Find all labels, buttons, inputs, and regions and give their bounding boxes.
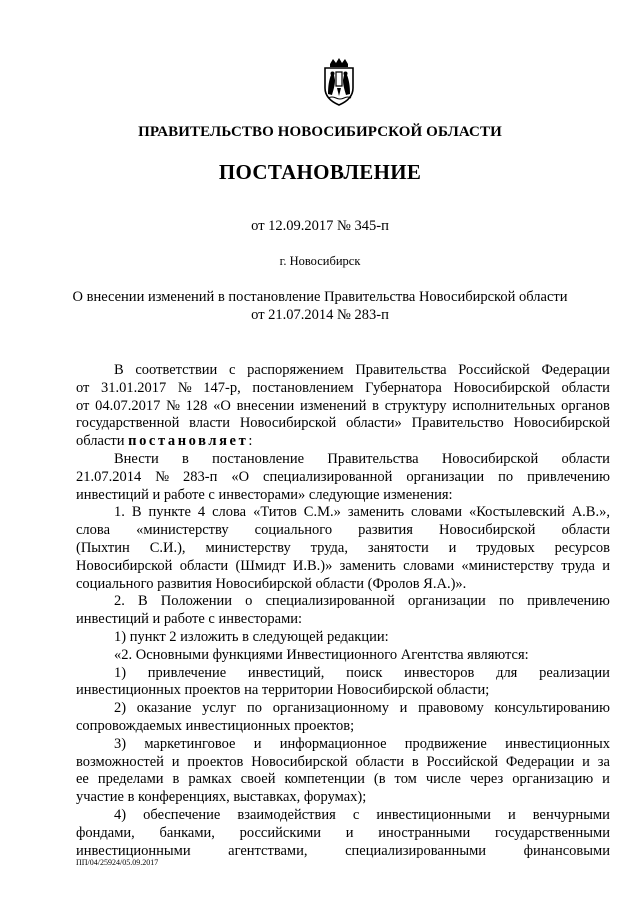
body-word: распоряжением [247,362,344,378]
body-word: развития [358,522,413,539]
body-word: банками, [159,824,215,841]
body-word: рамках [188,771,232,788]
decree-keyword: постановляет [128,433,249,450]
body-line: инвестиций и работе с инвесторами: [76,611,303,628]
document-registry-code: ПП/04/25924/05.09.2017 [76,858,159,867]
body-word: 283-п [183,468,218,485]
body-line [76,771,610,789]
body-word: и [507,806,516,823]
body-word: И.В.)» [292,557,333,574]
body-word: в [411,753,419,770]
body-word: занятости [367,539,429,556]
body-word: с [352,806,360,823]
body-word: Российской [458,362,530,378]
body-word: (в [373,771,386,788]
body-line [76,807,610,825]
body-word: изменений [300,397,367,414]
body-word: том [394,771,417,788]
body-word: своей [240,771,276,788]
body-line [76,504,610,522]
body-word: 4) [114,806,127,823]
body-word: организацию [512,771,594,788]
body-word: № [177,379,192,396]
body-word: труда [561,557,595,574]
body-word: «Костылевский [468,504,565,521]
body-word: заменить [339,557,396,574]
body-word: и [602,771,610,788]
body-word: 04.07.2017 [95,397,161,414]
body-word: слова [76,522,111,539]
body-word: 2) [114,700,127,717]
body-word: возможностей [76,753,164,770]
body-word: Российской [426,753,498,770]
body-word: консультированию [494,700,610,717]
body-word: 2. [114,593,125,610]
body-word: 147-р, [203,379,241,396]
body-word: (Шмидт [235,557,286,574]
body-line: участие в конференциях, выставках, форумах); [76,789,367,806]
body-line [76,825,610,843]
body-word: поиск [346,664,383,681]
body-word: (Пыхтин [76,539,130,556]
body-word: области [179,557,229,574]
subject-line: от 21.07.2014 № 283-п [251,307,389,323]
body-word: компетенции [284,771,365,788]
body-word: в [172,771,180,788]
body-word: информационное [279,735,387,752]
body-word: 3) [114,735,127,752]
body-word: с [229,362,236,378]
body-word: Новосибирской [76,557,173,574]
body-word: соответствии [135,362,218,378]
document-type: ПОСТАНОВЛЕНИЕ [218,160,422,184]
body-word: Внести [114,450,159,467]
body-word: Положении [160,593,232,610]
body-word: числе [425,771,461,788]
body-word: постановлением [252,379,354,396]
body-text-fragment: : [248,433,253,450]
body-word: Правительства [355,362,447,378]
body-line [76,558,610,576]
body-line [76,522,610,540]
body-word: 4 [197,504,206,521]
body-word: финансовыми [523,842,610,859]
body-line [76,469,610,487]
body-word: Новосибирской [513,415,610,432]
body-word: С.И.), [149,539,186,556]
body-word: заменить [347,504,405,521]
body-word: Правительство [411,415,504,432]
body-word: привлечению [527,593,610,610]
body-word: структуру [384,397,447,414]
coat-of-arms-icon [318,58,360,106]
body-word: органов [561,397,610,414]
body-word: постановление [212,450,305,467]
body-line [76,415,610,433]
body-word: и [448,539,457,556]
body-word: Федерации [505,753,575,770]
body-line: «2. Основными функциями Инвестиционного Агентства являются: [114,646,529,663]
body-word: исполнительных [452,397,556,414]
body-word: фондами, [76,824,135,841]
body-word: от [76,379,90,396]
body-word: труда, [310,539,348,556]
body-line [76,700,610,718]
body-word: 1. [114,504,125,521]
body-word: российскими [239,824,322,841]
body-word: области» [346,415,402,432]
body-line [76,754,610,772]
body-word: пределами [97,771,164,788]
body-word: Новосибирской [239,415,337,432]
body-word: обеспечение [143,806,221,823]
body-word: организации [406,468,485,485]
body-word: и [253,735,262,752]
body-word: проектов [187,753,244,770]
body-word: Федерации [541,362,610,378]
body-word: для [496,664,518,681]
body-word: инвестиционными [76,842,191,859]
body-word: С.М.» [303,504,341,521]
body-word: «О [213,397,231,414]
body-word: по [498,468,514,485]
body-word: «О [231,468,250,485]
body-word: агентствами, [228,842,308,859]
government-title: ПРАВИТЕЛЬСТВО НОВОСИБИРСКОЙ ОБЛАСТИ [138,124,502,140]
body-word: продвижение [404,735,487,752]
body-word: трудовых [476,539,535,556]
body-word: В [131,504,142,521]
body-word: 31.01.2017 [101,379,167,396]
body-word: министерству [205,539,291,556]
body-line: инвестиционных проектов на территории Новосибирской области; [76,682,490,699]
body-word: в [181,450,189,467]
body-word: 128 [185,397,208,414]
body-word: инвесторов [404,664,475,681]
body-word: Новосибирской [453,379,550,396]
body-word: власти [189,415,231,432]
body-word: через [469,771,504,788]
body-word: социального [254,522,333,539]
body-word: «министерству [461,557,554,574]
body-word: № [166,397,180,414]
body-line: 1) пункт 2 изложить в следующей редакции: [114,628,389,645]
body-word: маркетинговое [144,735,236,752]
body-word: государственными [494,824,610,841]
body-word: В [114,362,124,378]
body-line [76,665,610,683]
body-line [76,362,610,380]
body-word: привлечение [147,664,227,681]
body-word: специализированной [265,593,395,610]
body-word: слова [212,504,247,521]
body-word: № [155,468,170,485]
body-word: организации [407,593,486,610]
body-word: от [76,397,90,414]
body-word: организационному [272,700,389,717]
document-date-number: от 12.09.2017 № 345-п [251,218,389,234]
body-line [76,451,610,469]
body-word: Губернатора [365,379,442,396]
body-text-fragment: области [76,433,129,450]
body-word: инвестиций, [247,664,325,681]
body-line: инвестиций и работе с инвесторами» следующие изменения: [76,486,453,503]
body-word: услуг [202,700,237,717]
body-word: правовому [418,700,484,717]
body-word: в [372,397,379,414]
body-line [76,540,610,558]
document-body [76,362,610,860]
subject-line: О внесении изменений в постановление Правительства Новосибирской области [72,289,568,305]
body-word: «министерству [136,522,229,539]
body-word: словами [403,557,455,574]
body-word: специализированной [263,468,393,485]
body-word: Новосибирской [251,753,348,770]
body-word: и [399,700,408,717]
document-subject [60,288,580,324]
body-word: пункте [148,504,191,521]
body-word: инвестиционными [376,806,491,823]
body-word: инвестиционных [505,735,610,752]
body-line: сопровождаемых инвестиционных проектов; [76,717,355,734]
body-line [76,593,610,611]
body-line [76,380,610,398]
body-word: 21.07.2014 [76,468,142,485]
body-word: Новосибирской [439,522,536,539]
body-word: и [582,753,590,770]
body-word: привлечению [527,468,610,485]
body-word: ее [76,771,89,788]
body-word: по [498,593,514,610]
body-word: и [602,557,610,574]
body-line: социального развития Новосибирской области (Фролов Я.А.)». [76,575,467,592]
body-word: внесении [236,397,295,414]
body-word: взаимодействия [237,806,336,823]
body-word: по [246,700,262,717]
body-word: ресурсов [554,539,610,556]
body-word: «Титов [253,504,297,521]
body-word: государственной [76,415,180,432]
body-word: области [561,522,610,539]
body-word: Правительства [327,450,419,467]
body-word: В [138,593,148,610]
body-line [76,736,610,754]
body-word: словами [411,504,462,521]
body-word: за [597,753,610,770]
body-word: оказание [136,700,192,717]
body-word: и [171,753,180,770]
body-word: А.В.», [571,504,610,521]
body-word: 1) [114,664,127,681]
body-line [76,433,610,451]
body-line [76,398,610,416]
body-word: Новосибирской [441,450,539,467]
body-word: венчурными [532,806,610,823]
body-word: специализированными [345,842,487,859]
body-word: и [345,824,354,841]
body-word: области [355,753,404,770]
document-city: г. Новосибирск [279,254,361,268]
body-word: реализации [539,664,610,681]
body-word: о [245,593,253,610]
body-word: иностранными [378,824,471,841]
body-word: области [561,379,610,396]
body-word: области [561,450,610,467]
